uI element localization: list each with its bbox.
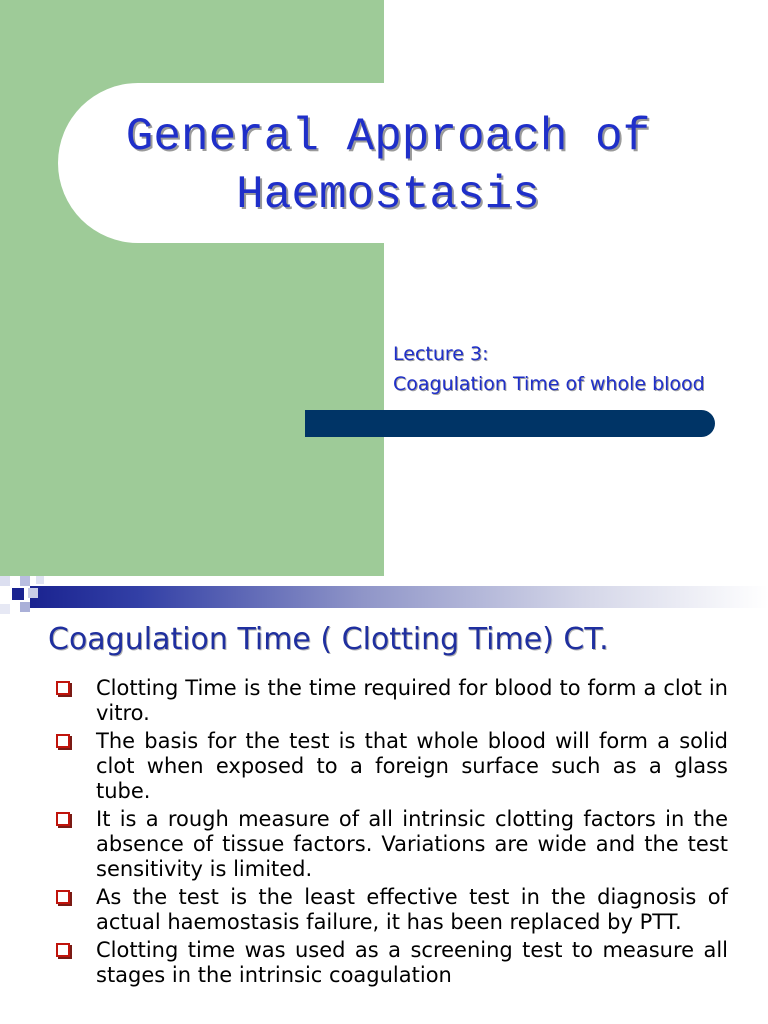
header-gradient-bar: [30, 586, 768, 608]
list-item: [56, 938, 728, 988]
slide-title: [58, 108, 718, 224]
content-slide: [0, 576, 768, 1024]
decorative-bar: [305, 410, 715, 437]
bullet-list: [56, 676, 728, 991]
content-slide-title: Coagulation Time ( Clotting Time) CT.: [48, 622, 609, 657]
lecture-topic: Coagulation Time of whole blood: [393, 373, 705, 395]
slide-subtitle: [393, 339, 705, 399]
checkbox-square-icon: [56, 681, 70, 695]
lecture-number: Lecture 3:: [393, 343, 489, 365]
list-item: [56, 807, 728, 882]
checkbox-square-icon: [56, 890, 70, 904]
bullet-text: Clotting time was used as a screening test to measure all stages in the intrinsic coagulation: [96, 938, 728, 987]
list-item: [56, 729, 728, 804]
checkbox-square-icon: [56, 812, 70, 826]
bullet-text: As the test is the least effective test in the diagnosis of actual haemostasis failure, it has been replaced by PTT.: [96, 885, 728, 934]
bullet-text: It is a rough measure of all intrinsic clotting factors in the absence of tissue factors. Variations are wide and the test sensitivity is limited.: [96, 807, 728, 881]
bullet-text: The basis for the test is that whole blood will form a solid clot when exposed to a foreign surface such as a glass tube.: [96, 729, 728, 803]
slide-title-line: General Approach of: [125, 111, 651, 163]
bullet-text: Clotting Time is the time required for blood to form a clot in vitro.: [96, 676, 728, 725]
slide-title-line: Haemostasis: [236, 169, 540, 221]
list-item: [56, 676, 728, 726]
checkbox-square-icon: [56, 734, 70, 748]
list-item: [56, 885, 728, 935]
checkbox-square-icon: [56, 943, 70, 957]
